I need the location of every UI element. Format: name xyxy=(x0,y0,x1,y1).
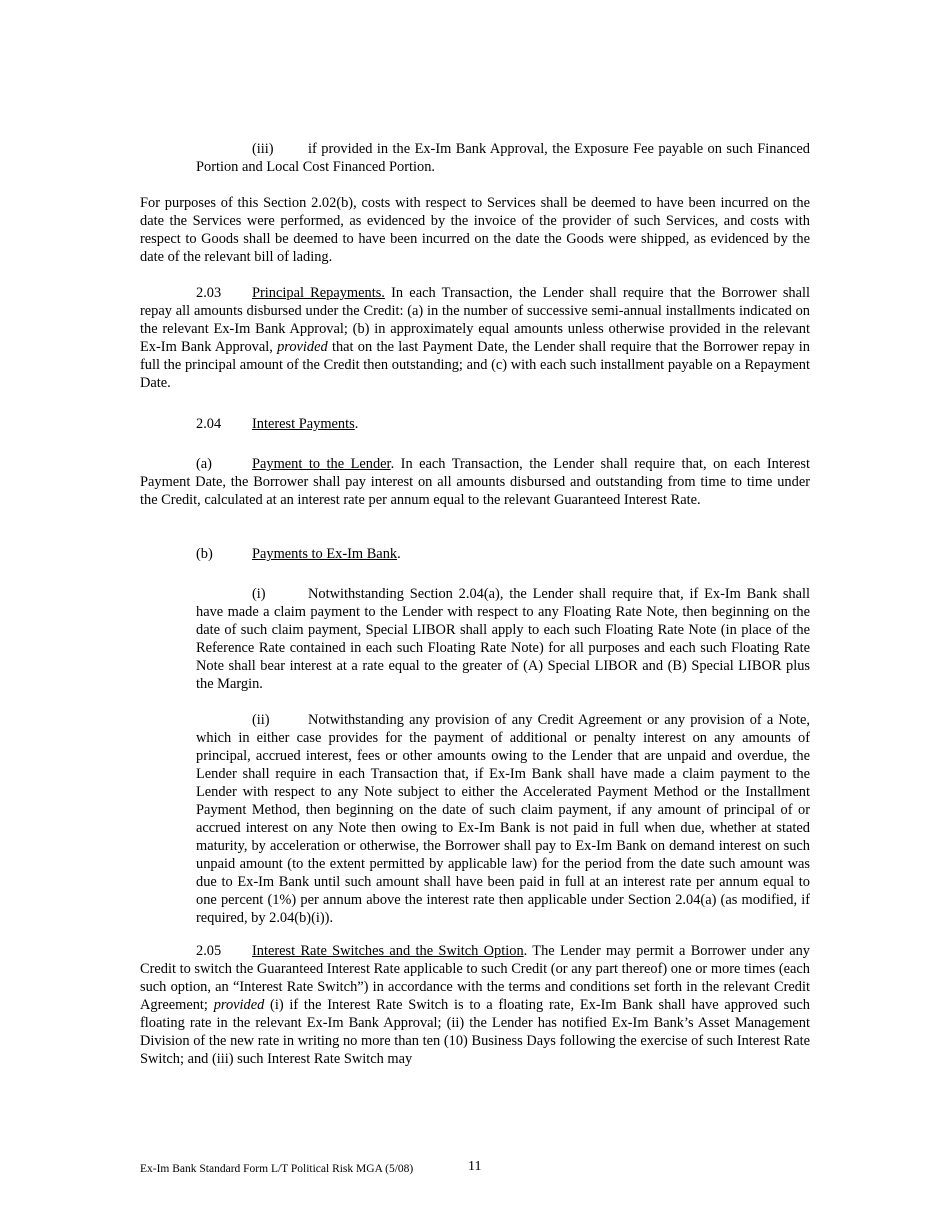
paragraph-number: (iii) xyxy=(252,141,274,157)
section-2-04-b-ii xyxy=(196,711,810,927)
paragraph-text: if provided in the Ex-Im Bank Approval, the Exposure Fee payable on such Financed Portion and Local Cost Financed Portion. xyxy=(196,141,810,175)
heading-period: . xyxy=(354,416,359,432)
subsection-heading: Payment to the Lender xyxy=(252,456,391,472)
section-heading: Interest Payments xyxy=(252,416,355,432)
section-heading: Interest Rate Switches and the Switch Option xyxy=(252,943,524,959)
section-2-04-heading xyxy=(196,415,358,433)
clause-number: (ii) xyxy=(252,712,270,728)
page-number: 11 xyxy=(468,1159,482,1174)
section-2-05 xyxy=(140,942,810,1068)
section-number: 2.04 xyxy=(196,416,222,432)
subsection-heading: Payments to Ex-Im Bank xyxy=(252,546,398,562)
section-number: 2.05 xyxy=(196,943,222,959)
paragraph-iii xyxy=(196,140,810,176)
section-2-04-a xyxy=(140,455,810,509)
clause-text: Notwithstanding Section 2.04(a), the Lender shall require that, if Ex-Im Bank shall have made a claim payment to the Lender with respect to any Floating Rate Note, then beginning on the date of such claim payment, Special LIBOR shall apply to each such Floating Rate Note (in place of the Reference Rate contained in each such Floating Rate Note) for all purposes and each such Floating Rate Note shall bear interest at a rate equal to the greater of (A) Special LIBOR and (B) Special LIBOR plus the Margin. xyxy=(196,586,810,692)
section-2-04-b-i xyxy=(196,585,810,693)
section-text-continued: (i) if the Interest Rate Switch is to a floating rate, Ex-Im Bank shall have approved such floating rate in the relevant Ex-Im Bank Approval; (ii) the Lender has notified Ex-Im Bank’s Asset Management Division of the new rate in writing no more than ten (10) Business Days following the exercise of such Interest Rate Switch; and (iii) such Interest Rate Switch may xyxy=(140,997,810,1067)
clause-number: (i) xyxy=(252,586,266,602)
italic-term: provided xyxy=(213,997,265,1013)
section-2-03 xyxy=(140,284,810,392)
page-footer: Ex-Im Bank Standard Form L/T Political Risk MGA (5/08) xyxy=(140,1163,414,1175)
section-text: In each Transaction, the Lender shall require that the Borrower shall repay all amounts disbursed under the Credit: (a) in the number of successive semi-annual installments indicated on the relevant Ex-Im Bank Approval; (b) in approximately equal amounts unless otherwise provided in the relevant Ex-Im Bank Approval, xyxy=(140,285,810,355)
section-text-continued: that on the last Payment Date, the Lender shall require that the Borrower repay in full the principal amount of the Credit then outstanding; and (c) with each such installment payable on a Repayment Date. xyxy=(140,339,810,391)
section-number: 2.03 xyxy=(196,285,222,301)
subsection-number: (a) xyxy=(196,456,212,472)
section-heading: Principal Repayments. xyxy=(252,285,385,301)
section-text: . The Lender may permit a Borrower under any Credit to switch the Guaranteed Interest Rate applicable to such Credit (or any part thereof) one or more times (each such option, an “Interest Rate Switch”) in accordance with the terms and conditions set forth in the relevant Credit Agreement; xyxy=(140,943,810,1013)
paragraph-purposes: For purposes of this Section 2.02(b), costs with respect to Services shall be deemed to have been incurred on the date the Services were performed, as evidenced by the invoice of the provider of such Services, and costs with respect to Goods shall be deemed to have been incurred on the date the Goods were shipped, as evidenced by the date of the relevant bill of lading. xyxy=(140,195,810,265)
clause-text: Notwithstanding any provision of any Credit Agreement or any provision of a Note, which in either case provides for the payment of additional or penalty interest on any amounts of principal, accrued interest, fees or other amounts owing to the Lender that are unpaid and overdue, the Lender shall require in each Transaction that, if Ex-Im Bank shall have made a claim payment to the Lender with respect to any Note subject to either the Accelerated Payment Method or the Installment Payment Method, then beginning on the date of such claim payment, if any amount of principal of or accrued interest on any Note then owing to Ex-Im Bank is not paid in full when due, whether at stated maturity, by acceleration or otherwise, the Borrower shall pay to Ex-Im Bank on demand interest on such unpaid amount (to the extent permitted by applicable law) for the period from the date such amount was due to Ex-Im Bank until such amount shall have been paid in full at an interest rate per annum equal to one percent (1%) per annum above the interest rate then applicable under Section 2.04(a) (as modified, if required, by 2.04(b)(i)). xyxy=(196,712,810,926)
heading-period: . xyxy=(397,546,401,562)
italic-term: provided xyxy=(277,339,328,355)
subsection-number: (b) xyxy=(196,546,213,562)
section-2-04-b-heading xyxy=(196,545,401,563)
subsection-text: . In each Transaction, the Lender shall require that, on each Interest Payment Date, the Borrower shall pay interest on all amounts disbursed and outstanding from time to time under the Credit, calculated at an interest rate per annum equal to the relevant Guaranteed Interest Rate. xyxy=(140,456,810,508)
